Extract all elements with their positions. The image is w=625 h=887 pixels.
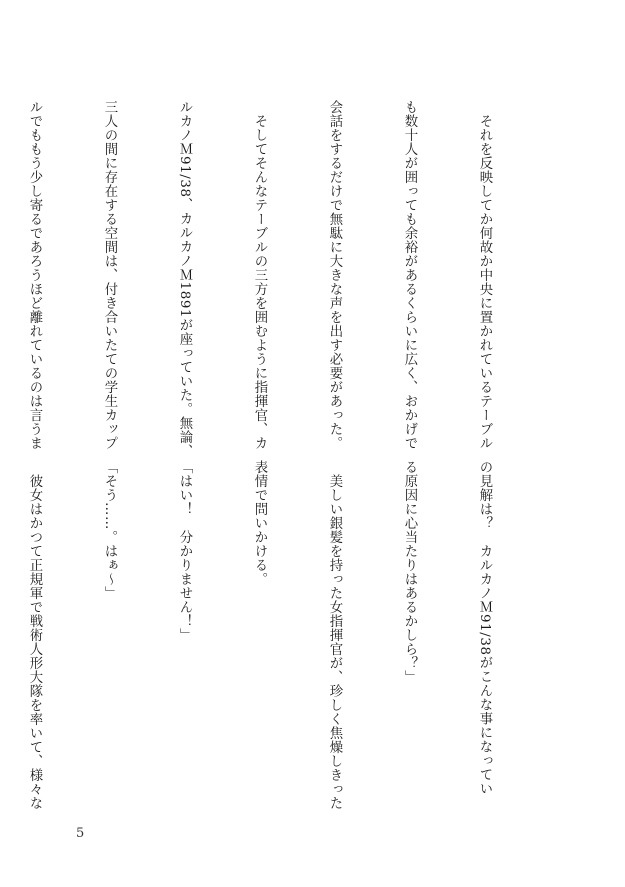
text-line: る原因に心当たりはあるかしら？」 [402, 460, 417, 684]
text-line: 彼女はかつて正規軍で戦術人形大隊を率いて、様々な [27, 460, 42, 810]
text-line: 美しい銀髪を持った女指揮官が、珍しく焦燥しきった [327, 460, 342, 810]
text-line: そしてそんなテーブルの三方を囲むように指揮官、カ [252, 100, 267, 450]
text-line: 「そう……。はぁ～」 [102, 460, 117, 600]
text-line: 三人の間に存在する空間は、付き合いたての学生カップ [102, 100, 117, 450]
page-number: 5 [76, 826, 85, 841]
text-line: 表情で問いかける。 [252, 460, 267, 586]
text-line: の見解は？ カルカノＭ91/38がこんな事になってい [477, 460, 492, 796]
text-line: も数十人が囲っても余裕があるくらいに広く、おかげで [402, 100, 417, 450]
text-line: 会話をするだけで無駄に大きな声を出す必要があった。 [327, 100, 342, 450]
text-block-top [27, 100, 547, 459]
text-line: ルでももう少し寄るであろうほど離れているのは言うま [27, 100, 42, 450]
text-line: 「はい！ 分かりません！」 [177, 460, 192, 642]
text-line: ルカノＭ91/38、カルカノＭ1891が座っていた。無論、 [177, 100, 192, 459]
text-block-bottom [27, 460, 547, 810]
text-line: それを反映してか何故か中央に置かれているテーブル [477, 100, 492, 450]
